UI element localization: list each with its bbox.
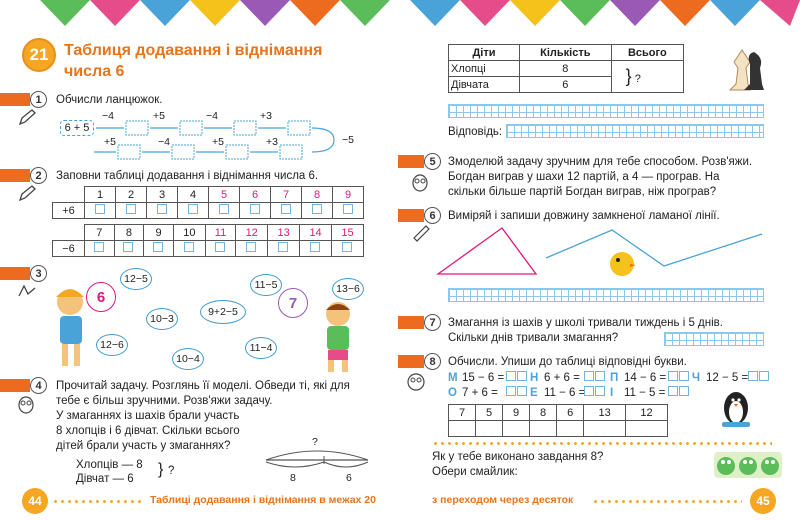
add-cell: 6 <box>240 187 271 203</box>
add-cell: 1 <box>85 187 116 203</box>
answer-line[interactable] <box>506 124 764 138</box>
bubble[interactable]: 13−6 <box>332 278 364 300</box>
page-title <box>64 40 344 82</box>
add-cell: 7 <box>271 187 302 203</box>
letter-cell[interactable] <box>449 421 476 437</box>
letter-cell[interactable] <box>557 421 584 437</box>
task-1-number: 1 <box>30 91 47 108</box>
answer-cell[interactable] <box>209 203 240 219</box>
smile-question-2: Обери смайлик: <box>432 466 518 478</box>
frog-smileys-icon[interactable] <box>714 452 782 478</box>
table-row-label: Дівчата <box>449 77 520 93</box>
footer-right-text: з переходом через десяток <box>432 494 574 506</box>
segment-total: ? <box>312 436 318 448</box>
pencil-icon <box>18 184 36 202</box>
answer-number: 7 <box>449 405 476 421</box>
footer-dots <box>52 500 144 503</box>
sub-cell: 7 <box>85 225 115 241</box>
answer-cell[interactable] <box>144 241 174 257</box>
table-value: 6 <box>520 77 612 93</box>
hand-icon <box>16 282 38 300</box>
letter-e: Е <box>530 387 538 399</box>
answer-cell[interactable] <box>332 241 364 257</box>
answer-line[interactable] <box>664 332 764 346</box>
expr-i: 11 − 5 = <box>624 387 666 399</box>
sub-op: −6 <box>53 241 85 257</box>
task-tab <box>0 379 30 392</box>
penguin-icon <box>714 384 758 430</box>
answer-box[interactable] <box>668 386 690 401</box>
task-5-line2: Богдан виграв у шахи 12 партій, а 4 — програв. На <box>448 171 720 183</box>
separator-dots <box>432 442 772 445</box>
answer-box[interactable] <box>506 371 528 386</box>
sub-cell: 10 <box>173 225 205 241</box>
owl-icon <box>404 370 428 392</box>
chain-op-4: +3 <box>260 110 272 122</box>
task-tab <box>0 93 30 106</box>
expr-o: 7 + 6 = <box>462 387 498 399</box>
add-cell: 2 <box>116 187 147 203</box>
smiley-panel <box>714 452 782 478</box>
task-8-text: Обчисли. Упиши до таблиці відповідні букви. <box>448 356 687 368</box>
ruler-icon <box>412 224 430 242</box>
owl-icon <box>16 394 36 414</box>
model-brace: } <box>158 461 164 478</box>
answer-cell[interactable] <box>114 241 144 257</box>
sub-cell: 12 <box>236 225 268 241</box>
smile-question-1: Як у тебе виконано завдання 8? <box>432 451 604 463</box>
task-6-number: 6 <box>424 207 441 224</box>
sub-cell: 8 <box>114 225 144 241</box>
answer-cell[interactable] <box>236 241 268 257</box>
task-tab <box>0 169 30 182</box>
task-2-text: Заповни таблиці додавання і віднімання числа 6. <box>56 170 319 182</box>
footer-left-text: Таблиці додавання і віднімання в межах 20 <box>150 494 376 506</box>
task-tab <box>398 209 424 222</box>
answer-cell[interactable] <box>85 203 116 219</box>
answer-box[interactable] <box>668 371 690 386</box>
chain-op-3: −4 <box>206 110 218 122</box>
letter-p: П <box>610 372 619 384</box>
segment-1: 8 <box>290 472 296 484</box>
sub-cell: 14 <box>300 225 332 241</box>
chain-op-5: +5 <box>104 136 116 148</box>
title-line2: числа 6 <box>64 63 125 80</box>
add-cell: 3 <box>147 187 178 203</box>
add-cell: 9 <box>333 187 364 203</box>
page-number-right: 45 <box>750 488 776 514</box>
letter-o: О <box>448 387 457 399</box>
task-5-line3: скільки більше партій Богдан виграв, ніж програв? <box>448 186 717 198</box>
answer-cell[interactable] <box>271 203 302 219</box>
table-header: Всього <box>611 45 683 61</box>
answer-cell[interactable] <box>302 203 333 219</box>
task-4-line2: тебе є більш зручними. Розв'яжи задачу. <box>56 395 273 407</box>
answer-box[interactable] <box>584 386 606 401</box>
bubble[interactable]: 11−5 <box>250 274 282 296</box>
task-4-line3: У змаганнях із шахів брали участь <box>56 410 240 422</box>
answer-cell[interactable] <box>268 241 300 257</box>
task-tab <box>0 267 30 280</box>
chain-start: 6 + 5 <box>60 120 94 136</box>
add-op: +6 <box>53 203 85 219</box>
bubble[interactable]: 10−4 <box>172 348 204 370</box>
bubble[interactable]: 12−5 <box>120 268 152 290</box>
table-question: ? <box>634 73 641 85</box>
task-tab <box>398 155 424 168</box>
task-1-text: Обчисли ланцюжок. <box>56 94 163 106</box>
model-question: ? <box>168 465 175 477</box>
add-table <box>52 186 364 219</box>
chain-op-7: +5 <box>212 136 224 148</box>
add-cell: 4 <box>178 187 209 203</box>
answer-number: 5 <box>476 405 503 421</box>
answer-number: 9 <box>503 405 530 421</box>
pencil-icon <box>18 108 36 126</box>
add-cell: 5 <box>209 187 240 203</box>
task-4-number: 4 <box>30 377 47 394</box>
answer-cell[interactable] <box>178 203 209 219</box>
letters-table <box>448 404 668 437</box>
answer-cell[interactable] <box>333 203 364 219</box>
sub-cell: 13 <box>268 225 300 241</box>
table-value: 8 <box>520 61 612 77</box>
table-header: Кількість <box>520 45 612 61</box>
big-bubble-7[interactable]: 7 <box>278 288 308 318</box>
owl-icon <box>410 172 430 192</box>
letter-m: М <box>448 372 458 384</box>
task-4-line4: 8 хлопців і 6 дівчат. Скільки всього <box>56 425 240 437</box>
chain-op-6: −4 <box>158 136 170 148</box>
task-2-number: 2 <box>30 167 47 184</box>
task-7-line1: Змагання із шахів у школі тривали тиждень і 5 днів. <box>448 317 723 329</box>
task-4-line5: дітей брали участь у змаганнях? <box>56 440 231 452</box>
chess-table <box>448 44 684 93</box>
answer-cell[interactable] <box>300 241 332 257</box>
bubble[interactable]: 12−6 <box>96 334 128 356</box>
sub-cell: 9 <box>144 225 174 241</box>
letter-cell[interactable] <box>476 421 503 437</box>
table-total: } ? <box>611 61 683 93</box>
answer-box[interactable] <box>506 386 528 401</box>
chess-pieces-icon <box>720 44 768 94</box>
model-girls: Дівчат — 6 <box>76 473 134 485</box>
table-header: Діти <box>449 45 520 61</box>
sub-cell: 15 <box>332 225 364 241</box>
expr-e: 11 − 6 = <box>544 387 586 399</box>
answer-label: Відповідь: <box>448 126 503 138</box>
task-7-line2: Скільки днів тривали змагання? <box>448 332 619 344</box>
title-line1: Таблиця додавання і віднімання <box>64 42 323 59</box>
task-tab <box>398 316 424 329</box>
task-tab <box>398 355 424 368</box>
expr-m: 15 − 6 = <box>462 372 505 384</box>
letter-ch: Ч <box>692 372 701 384</box>
letter-cell[interactable] <box>626 421 668 437</box>
answer-grid[interactable] <box>448 104 764 118</box>
task-8-number: 8 <box>424 353 441 370</box>
sub-cell: 11 <box>205 225 235 241</box>
sub-table <box>52 224 364 257</box>
task-3-number: 3 <box>30 265 47 282</box>
footer-dots <box>592 500 742 503</box>
polylines <box>432 224 772 284</box>
answer-number: 13 <box>584 405 626 421</box>
chain-op-1: −4 <box>102 110 114 122</box>
task-5-line1: Змоделюй задачу зручним для тебе способом. Розв'яжи. <box>448 156 753 168</box>
answer-cell[interactable] <box>116 203 147 219</box>
answer-cell[interactable] <box>205 241 235 257</box>
answer-box[interactable] <box>584 371 606 386</box>
chain-side-op: −5 <box>342 134 354 146</box>
expr-p: 14 − 6 = <box>624 372 667 384</box>
letter-cell[interactable] <box>584 421 626 437</box>
boy-illustration <box>308 298 368 373</box>
task-4-line1: Прочитай задачу. Розглянь її моделі. Обведи ті, які для <box>56 380 350 392</box>
letter-n: Н <box>530 372 539 384</box>
answer-cell[interactable] <box>85 241 115 257</box>
answer-cell[interactable] <box>173 241 205 257</box>
letter-i: І <box>610 387 614 399</box>
table-row-label: Хлопці <box>449 61 520 77</box>
answer-number: 8 <box>530 405 557 421</box>
chain-op-2: +5 <box>153 110 165 122</box>
answer-cell[interactable] <box>240 203 271 219</box>
task-5-number: 5 <box>424 153 441 170</box>
answer-number: 12 <box>626 405 668 421</box>
add-cell: 8 <box>302 187 333 203</box>
model-boys: Хлопців — 8 <box>76 459 143 471</box>
bubble[interactable]: 9+2−5 <box>200 300 246 324</box>
expr-n: 6 + 6 = <box>544 372 580 384</box>
expr-ch: 12 − 5 = <box>706 372 749 384</box>
chain-op-8: +3 <box>266 136 278 148</box>
page-number-left: 44 <box>22 488 48 514</box>
answer-grid[interactable] <box>448 288 764 302</box>
bubble[interactable]: 10−3 <box>146 308 178 330</box>
letter-cell[interactable] <box>530 421 557 437</box>
decorative-flags <box>0 0 800 26</box>
answer-cell[interactable] <box>147 203 178 219</box>
task-7-number: 7 <box>424 314 441 331</box>
segment-model <box>262 446 372 476</box>
segment-2: 6 <box>346 472 352 484</box>
letter-cell[interactable] <box>503 421 530 437</box>
big-bubble-6[interactable]: 6 <box>86 282 116 312</box>
lesson-number: 21 <box>22 38 56 72</box>
task-6-text: Виміряй і запиши довжину замкненої ламаної лінії. <box>448 210 720 222</box>
bubble[interactable]: 11−4 <box>245 337 277 359</box>
answer-number: 6 <box>557 405 584 421</box>
